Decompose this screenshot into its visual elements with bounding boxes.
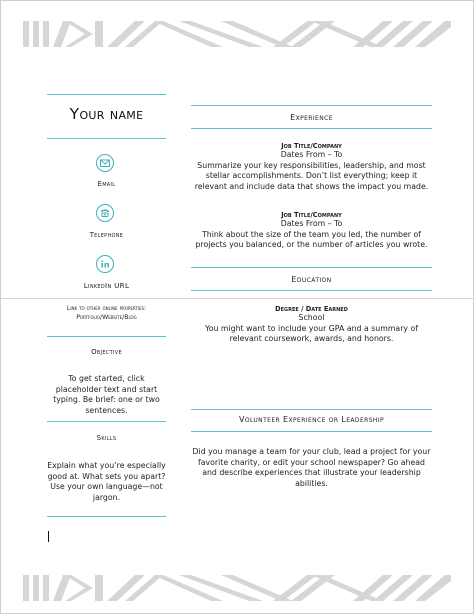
telephone-icon: [96, 204, 114, 222]
volunteer-heading[interactable]: Volunteer Experience or Leadership: [238, 415, 385, 424]
skills-heading[interactable]: Skills: [96, 434, 117, 442]
skills-bottom-rule: [47, 516, 166, 517]
online-properties[interactable]: [47, 304, 166, 322]
online-properties-line1: Link to other online properties:: [66, 305, 147, 312]
email-label[interactable]: Email: [97, 180, 116, 188]
name-heading[interactable]: Your name: [69, 105, 144, 123]
objective-heading[interactable]: Objective: [91, 348, 122, 356]
job-description-1: Summarize your key responsibilities, leadership, and most stellar accomplishments. Don’t list everything; keep it relevant and include data that shows the impact you made.: [194, 160, 429, 191]
objective-text[interactable]: To get started, click placeholder text and start typing. Be brief: one or two sentences.: [53, 374, 160, 415]
job-description-2: Think about the size of the team you led, the number of projects you balanced, or the number of articles you wrote.: [195, 229, 428, 249]
degree-title: Degree / Date Earned: [275, 305, 348, 313]
education-description: You might want to include your GPA and a summary of relevant coursework, awards, and honors.: [204, 323, 419, 343]
name-top-rule: [47, 94, 166, 95]
online-properties-line2: Portfolio/Website/Blog: [76, 314, 137, 321]
linkedin-label[interactable]: LinkedIn URL: [83, 281, 130, 290]
decorative-banner-top: [23, 21, 451, 47]
decorative-banner-bottom: [23, 575, 451, 601]
name-bottom-rule: [47, 138, 166, 139]
job-entry-2[interactable]: [191, 211, 432, 251]
education-top-rule: [191, 267, 432, 268]
job-title-1: Job Title/Company: [281, 142, 342, 150]
linkedin-icon: [96, 255, 114, 273]
job-entry-1[interactable]: [191, 142, 432, 192]
volunteer-top-rule: [191, 409, 432, 410]
email-icon: [96, 154, 114, 172]
experience-bottom-rule: [191, 128, 432, 129]
skills-text[interactable]: Explain what you’re especially good at. What sets you apart? Use your own language—not jargon.: [47, 461, 166, 502]
education-bottom-rule: [191, 290, 432, 291]
volunteer-bottom-rule: [191, 431, 432, 432]
telephone-label[interactable]: Telephone: [89, 231, 124, 239]
school-name: School: [298, 313, 325, 322]
text-cursor: [48, 531, 49, 542]
page-break-line: [1, 298, 473, 299]
education-entry[interactable]: [191, 305, 432, 345]
job-dates-2: Dates From – To: [280, 219, 343, 228]
skills-top-rule: [47, 421, 166, 422]
job-title-2: Job Title/Company: [281, 211, 342, 219]
job-dates-1: Dates From – To: [280, 150, 343, 159]
objective-top-rule: [47, 336, 166, 337]
volunteer-text[interactable]: Did you manage a team for your club, lead a project for your favorite charity, or edit your school newspaper? Go ahead and describe experiences that illustrate your leadership abilities.: [192, 447, 431, 488]
experience-heading[interactable]: Experience: [290, 113, 333, 122]
education-heading[interactable]: Education: [291, 275, 332, 284]
experience-top-rule: [191, 105, 432, 106]
